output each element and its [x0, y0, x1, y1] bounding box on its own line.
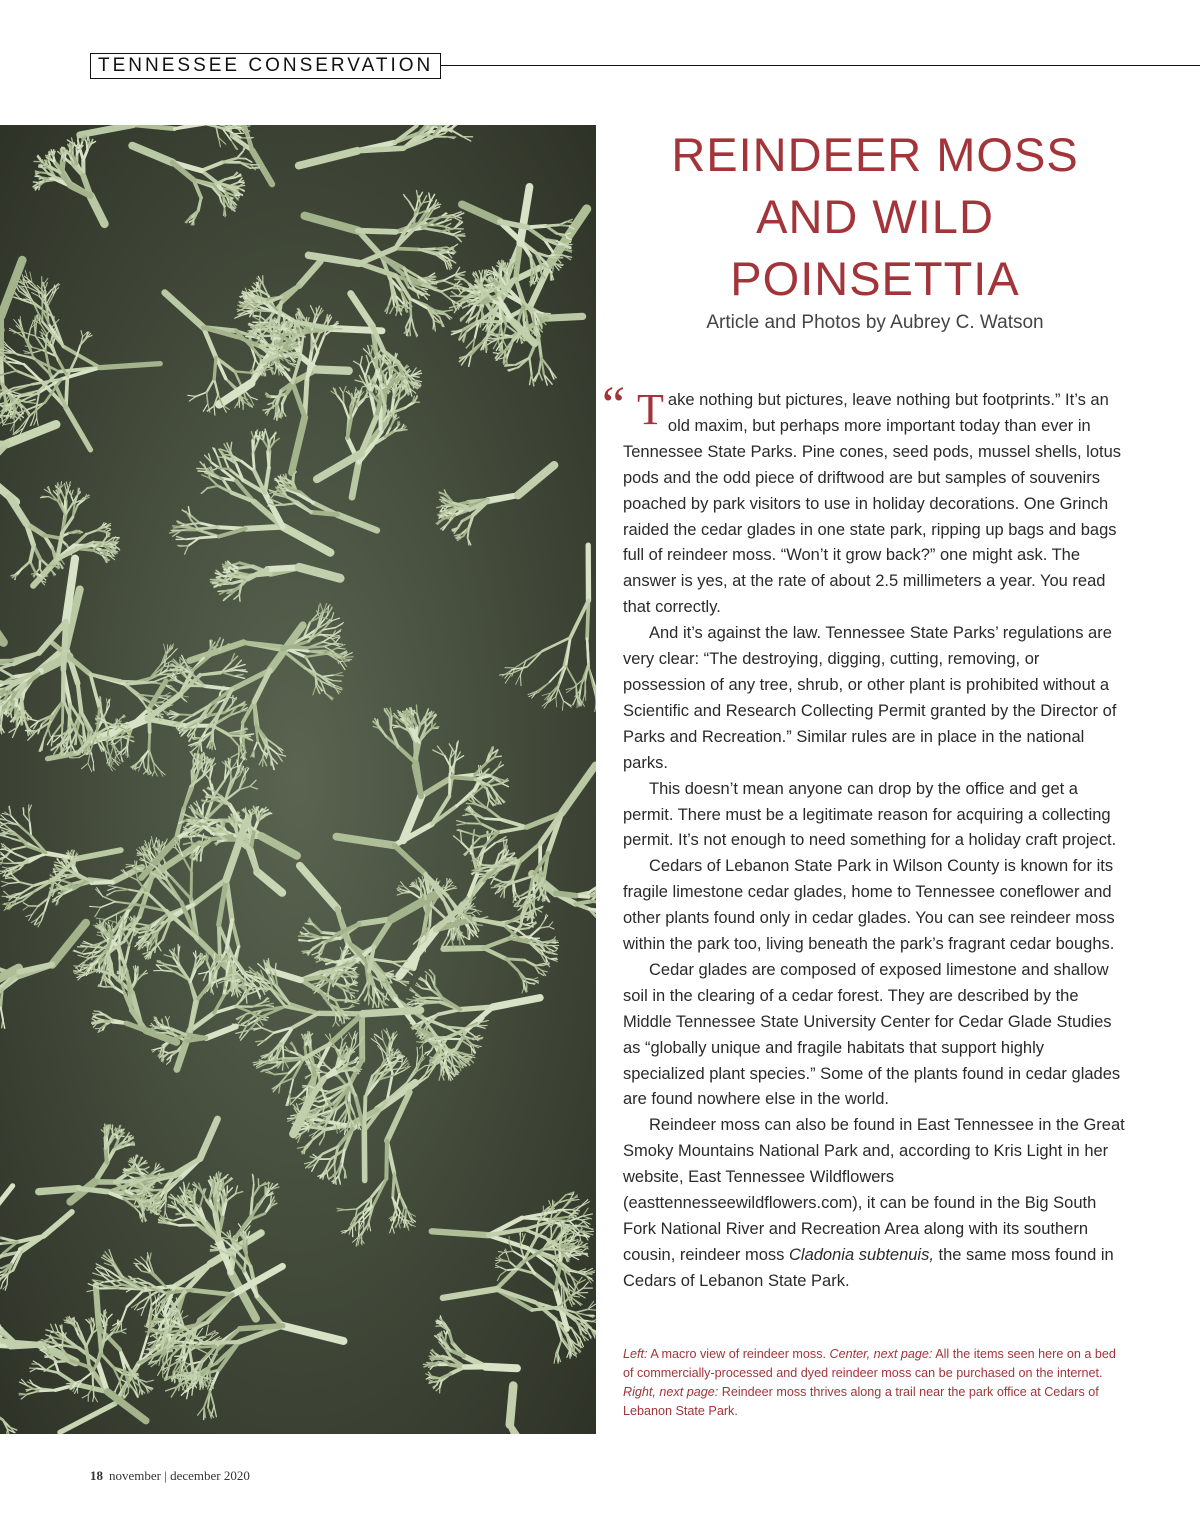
- article-title: [600, 124, 1150, 310]
- page-number: 18: [90, 1468, 103, 1483]
- caption-right-text: Reindeer moss thrives along a trail near the park office at Cedars of Lebanon State Park.: [623, 1385, 1099, 1418]
- title-line: POINSETTIA: [730, 252, 1020, 305]
- body-paragraph: This doesn’t mean anyone can drop by the office and get a permit. There must be a legitimate reason for acquiring a collecting permit. It’s not enough to need something for a holiday craft project.: [623, 779, 1117, 850]
- last-paragraph-start: Reindeer moss can also be found in East Tennessee in the Great Smoky Mountains National Park and, according to Kris Light in her website, East Tennessee Wildflowers (easttennesseewildflowers.com), it can be found in the Big South Fork National River and Recreation Area along with its southern cousin, reindeer moss: [623, 1116, 1125, 1264]
- header-rule: [440, 65, 1200, 66]
- caption-left-text: A macro view of reindeer moss.: [647, 1347, 830, 1361]
- moss-illustration: [0, 125, 596, 1434]
- drop-quote-mark: “: [602, 377, 626, 434]
- body-paragraph: Cedars of Lebanon State Park in Wilson County is known for its fragile limestone cedar glades, home to Tennessee coneflower and other plants found only in cedar glades. You can see reindeer moss within the park too, living beneath the park’s fragrant cedar boughs.: [623, 857, 1115, 954]
- body-paragraph: Cedar glades are composed of exposed limestone and shallow soil in the clearing of a cedar forest. They are described by the Middle Tennessee State University Center for Cedar Glade Studies as “globally unique and fragile habitats that support highly specialized plant species.” Some of the plants found in cedar glades are found nowhere else in the world.: [623, 960, 1121, 1109]
- first-paragraph-text: ake nothing but pictures, leave nothing but footprints.” It’s an old maxim, but perhaps more important today than ever in Tennessee State Parks. Pine cones, seed pods, mussel shells, lotus pods and the odd piece of driftwood are but samples of souvenirs poached by park visitors to use in holiday decorations. One Grinch raided the cedar glades in one state park, ripping up bags and bags full of reindeer moss. “Won’t it grow back?” one might ask. The answer is yes, at the rate of about 2.5 millimeters a year. You read that correctly.: [623, 391, 1122, 617]
- moss-branch: [267, 567, 299, 569]
- caption-center-label: Center, next page:: [829, 1347, 933, 1361]
- moss-branch: [10, 1343, 40, 1347]
- drop-cap: T: [637, 385, 664, 434]
- photo-caption: [623, 1345, 1128, 1421]
- caption-center-text: All the items seen here on a bed of commercially-processed and dyed reindeer moss can be purchased on the internet.: [623, 1347, 1116, 1380]
- first-paragraph: [602, 377, 1125, 621]
- article-body: [602, 377, 1125, 1295]
- caption-left-label: Left:: [623, 1347, 648, 1361]
- moss-branch: [311, 512, 337, 515]
- moss-branch: [79, 1189, 107, 1192]
- moss-branch: [486, 1367, 517, 1369]
- moss-branch: [547, 316, 583, 318]
- title-line: REINDEER MOSS: [671, 128, 1079, 181]
- byline: Article and Photos by Aubrey C. Watson: [706, 312, 1044, 333]
- moss-branch: [39, 1189, 79, 1192]
- caption-right-label: Right, next page:: [623, 1385, 719, 1399]
- species-name: Cladonia subtenuis,: [789, 1245, 934, 1264]
- reindeer-moss-photo: [0, 125, 596, 1434]
- title-line: AND WILD: [756, 190, 994, 243]
- last-paragraph-end: the same moss found in Cedars of Lebanon State Park.: [623, 1245, 1114, 1290]
- body-paragraph-last: [623, 1113, 1125, 1294]
- page-footer: [90, 1468, 250, 1484]
- body-paragraph: And it’s against the law. Tennessee State Parks’ regulations are very clear: “The destroying, digging, cutting, removing, or possession of any tree, shrub, or other plant is prohibited without a Scientific and Research Collecting Permit granted by the Director of Parks and Recreation.” Similar rules are in place in the national parks.: [623, 624, 1117, 772]
- issue-date: november | december 2020: [109, 1468, 250, 1483]
- section-label: TENNESSEE CONSERVATION: [90, 53, 441, 79]
